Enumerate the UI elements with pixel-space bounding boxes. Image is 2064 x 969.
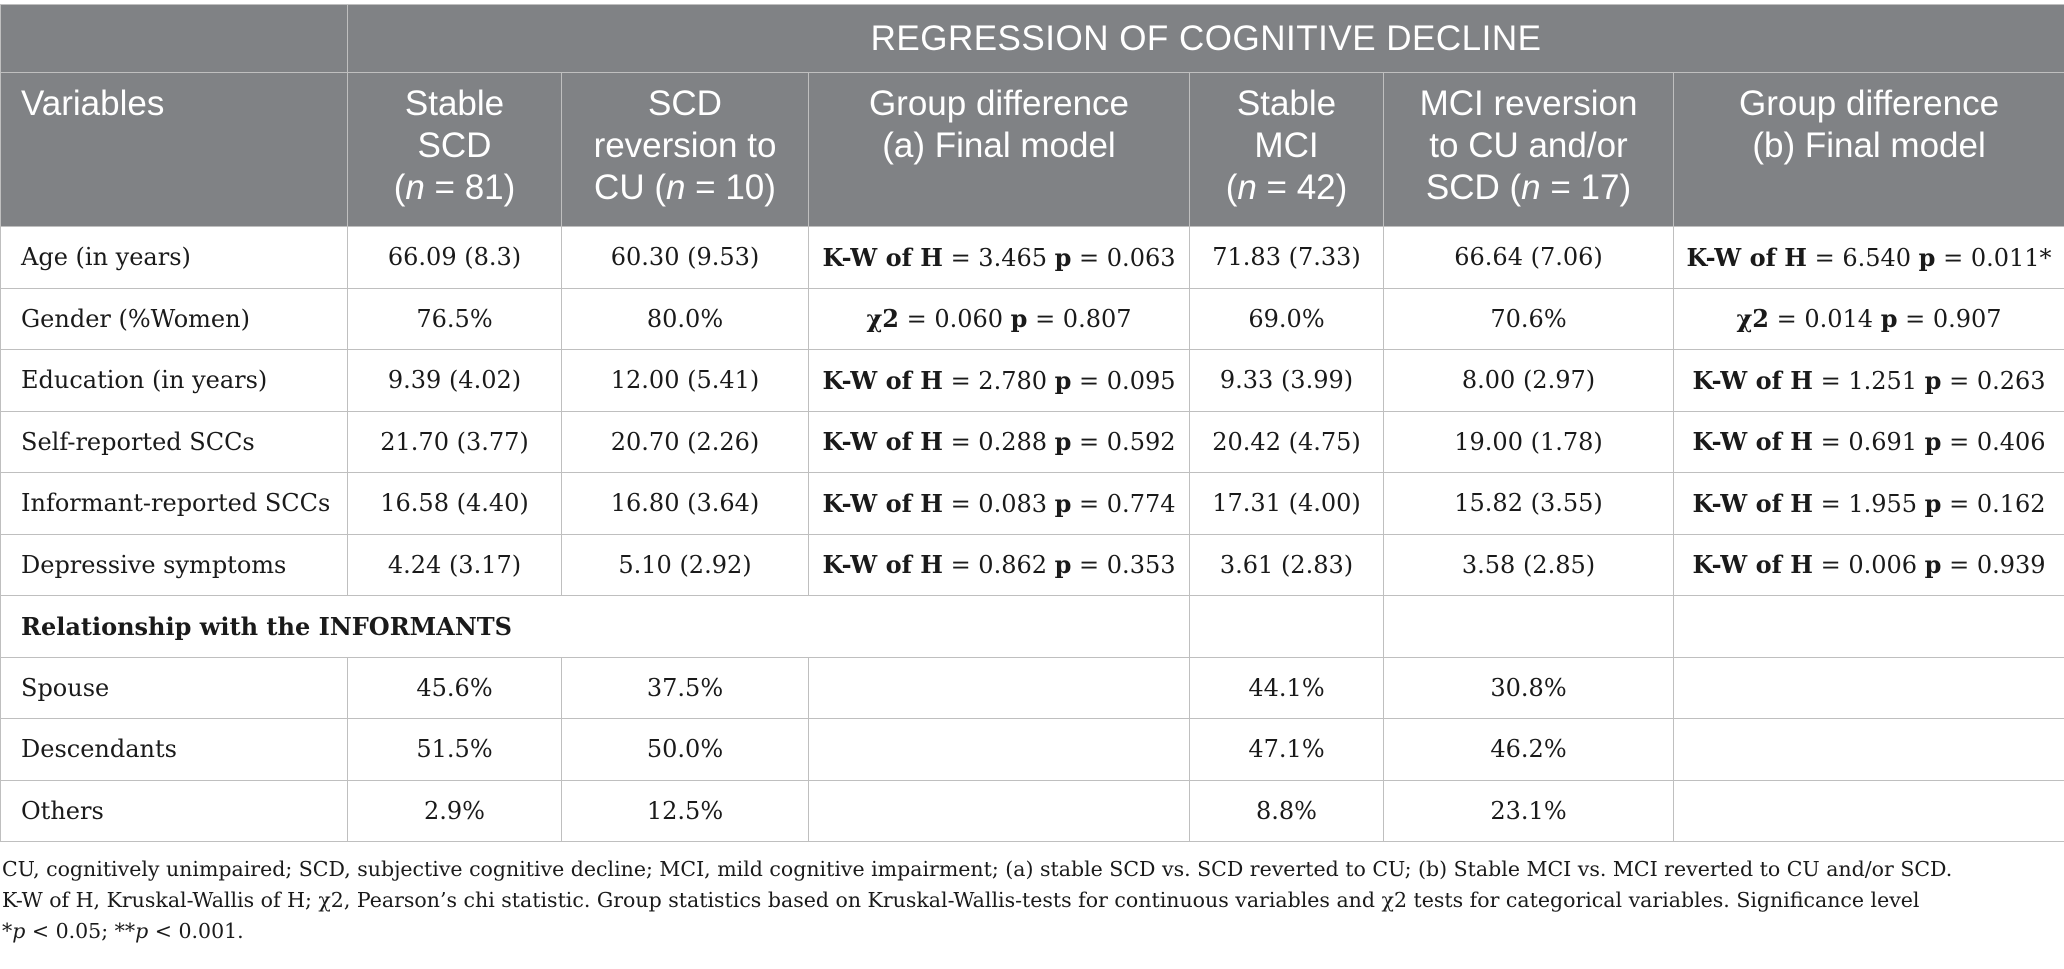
cell-scd-reversion: 12.00 (5.41): [562, 350, 809, 412]
super-header-title: REGRESSION OF COGNITIVE DECLINE: [348, 5, 2064, 73]
cell-group-difference-a: χ2 = 0.060 p = 0.807: [809, 288, 1190, 350]
cell-mci-reversion: 23.1%: [1384, 780, 1674, 842]
section-empty-cell: [1674, 596, 2064, 658]
cell-stable-mci: 47.1%: [1190, 719, 1384, 781]
cell-group-difference-b: K-W of H = 6.540 p = 0.011*: [1674, 227, 2064, 289]
cell-group-difference-b: [1674, 719, 2064, 781]
footnote-line-1: CU, cognitively unimpaired; SCD, subjective cognitive decline; MCI, mild cognitive impairment; (a) stable SCD vs. SCD reverted to CU; (b) Stable MCI vs. MCI reverted to CU and/or SCD.: [2, 857, 1953, 881]
cell-group-difference-a: K-W of H = 0.083 p = 0.774: [809, 473, 1190, 535]
col-header-stable-mci: Stable MCI (n = 42): [1190, 73, 1384, 227]
cell-scd-reversion: 37.5%: [562, 657, 809, 719]
table-row: [1, 534, 2064, 596]
row-label: Self-reported SCCs: [1, 411, 348, 473]
cell-group-difference-b: [1674, 780, 2064, 842]
cell-stable-scd: 66.09 (8.3): [348, 227, 562, 289]
cell-stable-mci: 69.0%: [1190, 288, 1384, 350]
section-empty-cell: [1384, 596, 1674, 658]
section-empty-cell: [1190, 596, 1384, 658]
cell-scd-reversion: 80.0%: [562, 288, 809, 350]
cell-mci-reversion: 30.8%: [1384, 657, 1674, 719]
super-header-row: [1, 5, 2064, 73]
cell-stable-mci: 20.42 (4.75): [1190, 411, 1384, 473]
cell-mci-reversion: 19.00 (1.78): [1384, 411, 1674, 473]
footnote-significance: *p < 0.05; **p < 0.001.: [2, 919, 244, 943]
table-container: [0, 4, 2064, 947]
cell-group-difference-b: χ2 = 0.014 p = 0.907: [1674, 288, 2064, 350]
cell-group-difference-b: K-W of H = 1.251 p = 0.263: [1674, 350, 2064, 412]
col-header-variables: Variables: [1, 73, 348, 227]
cell-stable-scd: 21.70 (3.77): [348, 411, 562, 473]
table-row: [1, 657, 2064, 719]
cell-stable-mci: 44.1%: [1190, 657, 1384, 719]
cell-stable-scd: 76.5%: [348, 288, 562, 350]
cell-scd-reversion: 60.30 (9.53): [562, 227, 809, 289]
cell-mci-reversion: 3.58 (2.85): [1384, 534, 1674, 596]
cell-stable-mci: 3.61 (2.83): [1190, 534, 1384, 596]
cell-mci-reversion: 8.00 (2.97): [1384, 350, 1674, 412]
cell-stable-mci: 71.83 (7.33): [1190, 227, 1384, 289]
section-label: Relationship with the INFORMANTS: [1, 596, 1190, 658]
table-row: [1, 411, 2064, 473]
cell-group-difference-a: K-W of H = 2.780 p = 0.095: [809, 350, 1190, 412]
row-label: Education (in years): [1, 350, 348, 412]
cell-stable-mci: 9.33 (3.99): [1190, 350, 1384, 412]
col-header-group-difference-a: Group difference (a) Final model: [809, 73, 1190, 227]
cell-group-difference-a: K-W of H = 3.465 p = 0.063: [809, 227, 1190, 289]
col-header-group-difference-b: Group difference (b) Final model: [1674, 73, 2064, 227]
cell-stable-mci: 17.31 (4.00): [1190, 473, 1384, 535]
cell-group-difference-b: [1674, 657, 2064, 719]
col-header-stable-scd: Stable SCD (n = 81): [348, 73, 562, 227]
row-label: Others: [1, 780, 348, 842]
cell-group-difference-a: [809, 719, 1190, 781]
cell-stable-mci: 8.8%: [1190, 780, 1384, 842]
table-row: [1, 780, 2064, 842]
cell-stable-scd: 51.5%: [348, 719, 562, 781]
table-row: [1, 350, 2064, 412]
column-header-row: [1, 73, 2064, 227]
table-row: [1, 227, 2064, 289]
cell-scd-reversion: 50.0%: [562, 719, 809, 781]
regression-table: [0, 4, 2064, 842]
cell-group-difference-a: K-W of H = 0.862 p = 0.353: [809, 534, 1190, 596]
cell-scd-reversion: 16.80 (3.64): [562, 473, 809, 535]
cell-scd-reversion: 5.10 (2.92): [562, 534, 809, 596]
row-label: Depressive symptoms: [1, 534, 348, 596]
table-row: [1, 288, 2064, 350]
cell-mci-reversion: 15.82 (3.55): [1384, 473, 1674, 535]
cell-mci-reversion: 66.64 (7.06): [1384, 227, 1674, 289]
super-header-empty: [1, 5, 348, 73]
table-footnote: [0, 854, 2052, 947]
cell-stable-scd: 2.9%: [348, 780, 562, 842]
cell-group-difference-a: [809, 657, 1190, 719]
table-row: [1, 719, 2064, 781]
row-label: Informant-reported SCCs: [1, 473, 348, 535]
cell-group-difference-a: K-W of H = 0.288 p = 0.592: [809, 411, 1190, 473]
cell-mci-reversion: 70.6%: [1384, 288, 1674, 350]
col-header-scd-reversion: SCD reversion to CU (n = 10): [562, 73, 809, 227]
row-label: Age (in years): [1, 227, 348, 289]
cell-group-difference-b: K-W of H = 1.955 p = 0.162: [1674, 473, 2064, 535]
cell-mci-reversion: 46.2%: [1384, 719, 1674, 781]
section-row: [1, 596, 2064, 658]
row-label: Gender (%Women): [1, 288, 348, 350]
row-label: Spouse: [1, 657, 348, 719]
row-label: Descendants: [1, 719, 348, 781]
cell-stable-scd: 4.24 (3.17): [348, 534, 562, 596]
cell-scd-reversion: 12.5%: [562, 780, 809, 842]
col-header-mci-reversion: MCI reversion to CU and/or SCD (n = 17): [1384, 73, 1674, 227]
cell-stable-scd: 16.58 (4.40): [348, 473, 562, 535]
cell-group-difference-b: K-W of H = 0.691 p = 0.406: [1674, 411, 2064, 473]
cell-group-difference-b: K-W of H = 0.006 p = 0.939: [1674, 534, 2064, 596]
cell-stable-scd: 45.6%: [348, 657, 562, 719]
cell-stable-scd: 9.39 (4.02): [348, 350, 562, 412]
footnote-line-2: K-W of H, Kruskal-Wallis of H; χ2, Pearson’s chi statistic. Group statistics based on Kruskal-Wallis-tests for continuous variables and χ2 tests for categorical variables. Significance level: [2, 888, 1920, 912]
table-row: [1, 473, 2064, 535]
cell-group-difference-a: [809, 780, 1190, 842]
cell-scd-reversion: 20.70 (2.26): [562, 411, 809, 473]
